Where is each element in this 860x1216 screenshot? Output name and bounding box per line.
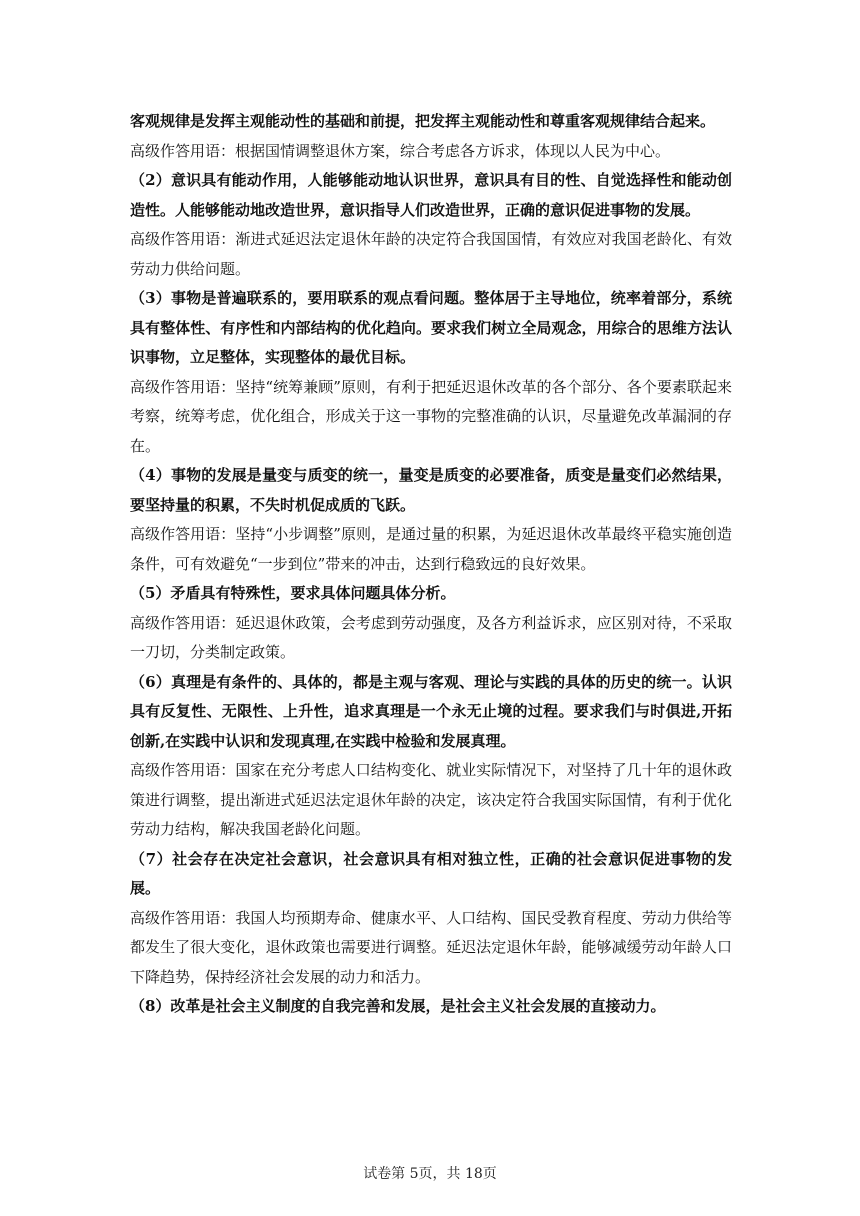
advanced-answer-paragraph: 高级作答用语：我国人均预期寿命、健康水平、人口结构、国民受教育程度、劳动力供给等都发生了很大变化，退休政策也需要进行调整。延迟法定退休年龄，能够减缓劳动年龄人口下降趋势，保持经济社会发展的动力和活力。 [130, 908, 732, 986]
knowledge-point-paragraph: （6）真理是有条件的、具体的，都是主观与客观、理论与实践的具体的历史的统一。认识具有反复性、无限性、上升性，追求真理是一个永无止境的过程。要求我们与时俱进,开拓创新,在实践中认识和发现真理,在实践中检验和发展真理。 [130, 672, 732, 750]
knowledge-point-paragraph: 客观规律是发挥主观能动性的基础和前提，把发挥主观能动性和尊重客观规律结合起来。 [130, 112, 716, 130]
advanced-answer-paragraph: 高级作答用语：根据国情调整退休方案，综合考虑各方诉求，体现以人民为中心。 [130, 141, 671, 160]
knowledge-point-paragraph: （4）事物的发展是量变与质变的统一，量变是质变的必要准备，质变是量变们必然结果，要坚持量的积累，不失时机促成质的飞跃。 [130, 466, 732, 514]
advanced-answer-paragraph: 高级作答用语：渐进式延迟法定退休年龄的决定符合我国国情，有效应对我国老龄化、有效劳动力供给问题。 [130, 230, 732, 278]
advanced-answer-paragraph: 高级作答用语：坚持“统筹兼顾”原则，有利于把延迟退休改革的各个部分、各个要素联起来考察，统筹考虑，优化组合，形成关于这一事物的完整准确的认识，尽量避免改革漏洞的存在。 [130, 377, 732, 455]
advanced-answer-paragraph: 高级作答用语：坚持“小步调整”原则，是通过量的积累，为延迟退休改革最终平稳实施创造条件，可有效避免“一步到位”带来的冲击，达到行稳致远的良好效果。 [130, 525, 732, 573]
knowledge-point-paragraph: （3）事物是普遍联系的，要用联系的观点看问题。整体居于主导地位，统率着部分，系统具有整体性、有序性和内部结构的优化趋向。要求我们树立全局观念，用综合的思维方法认识事物，立足整体，实现整体的最优目标。 [130, 289, 732, 366]
knowledge-point-paragraph: （7）社会存在决定社会意识，社会意识具有相对独立性，正确的社会意识促进事物的发展。 [130, 849, 732, 897]
knowledge-point-paragraph: （5）矛盾具有特殊性，要求具体问题具体分析。 [130, 584, 456, 602]
knowledge-point-paragraph: （8）改革是社会主义制度的自我完善和发展，是社会主义社会发展的直接动力。 [130, 997, 666, 1015]
answer-content [130, 107, 732, 1022]
knowledge-point-paragraph: （2）意识具有能动作用，人能够能动地认识世界，意识具有目的性、自觉选择性和能动创造性。人能够能动地改造世界，意识指导人们改造世界，正确的意识促进事物的发展。 [130, 171, 732, 219]
advanced-answer-paragraph: 高级作答用语：国家在充分考虑人口结构变化、就业实际情况下，对坚持了几十年的退休政策进行调整，提出渐进式延迟法定退休年龄的决定，该决定符合我国实际国情，有利于优化劳动力结构，解决我国老龄化问题。 [130, 761, 732, 838]
page-number-footer: 试卷第 5页，共 18页 [363, 1166, 497, 1182]
advanced-answer-paragraph: 高级作答用语：延迟退休政策，会考虑到劳动强度，及各方利益诉求，应区别对待，不采取一刀切，分类制定政策。 [130, 613, 732, 661]
